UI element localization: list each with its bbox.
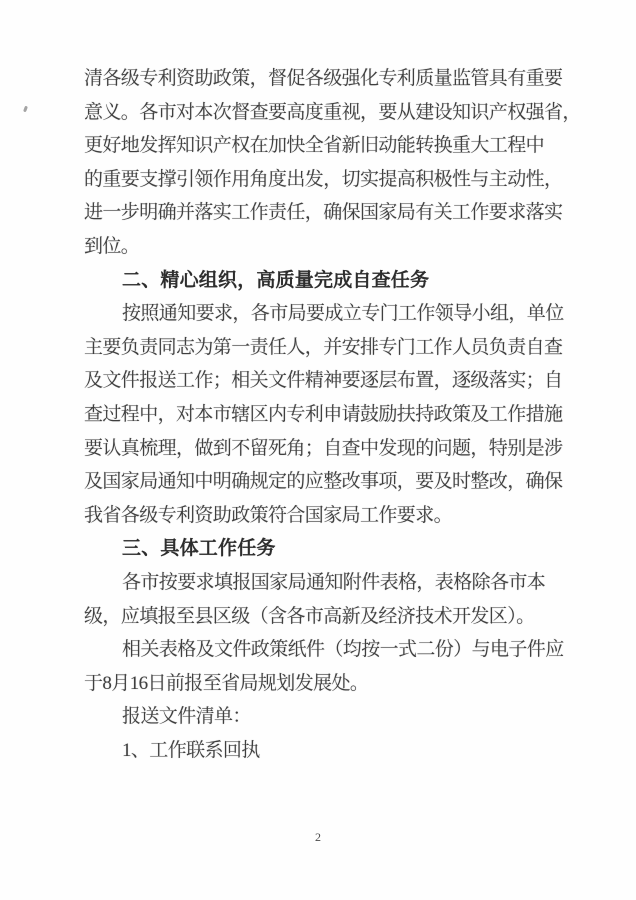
doc-line: 查过程中，对本市辖区内专利申请鼓励扶持政策及工作措施 xyxy=(84,403,563,425)
doc-line: 于8月16日前报至省局规划发展处。 xyxy=(84,672,369,694)
doc-line: 按照通知要求，各市局要成立专门工作领导小组，单位 xyxy=(122,303,564,325)
doc-line: 要认真梳理，做到不留死角；自查中发现的问题，特别是涉 xyxy=(84,437,563,459)
document-body xyxy=(84,62,581,767)
doc-line: 相关表格及文件政策纸件（均按一式二份）与电子件应 xyxy=(122,639,564,661)
section-heading-3: 三、具体工作任务 xyxy=(122,538,276,560)
doc-line: 主要负责同志为第一责任人，并安排专门工作人员负责自查 xyxy=(84,336,563,358)
doc-line: 意义。各市对本次督查要高度重视，要从建设知识产权强省， xyxy=(84,101,581,123)
doc-line: 各市按要求填报国家局通知附件表格，表格除各市本 xyxy=(122,571,546,593)
doc-line: 及国家局通知中明确规定的应整改事项，要及时整改，确保 xyxy=(84,471,563,493)
doc-line: 到位。 xyxy=(84,235,140,257)
doc-line: 我省各级专利资助政策符合国家局工作要求。 xyxy=(84,504,453,526)
scan-artifact-speck xyxy=(23,106,28,113)
doc-line: 1、工作联系回执 xyxy=(122,739,260,761)
section-heading-2: 二、精心组织，高质量完成自查任务 xyxy=(122,269,430,291)
doc-line: 清各级专利资助政策，督促各级强化专利质量监管具有重要 xyxy=(84,68,563,89)
doc-line: 级，应填报至县区级（含各市高新及经济技术开发区）。 xyxy=(84,605,535,627)
doc-line: 报送文件清单： xyxy=(122,706,251,728)
doc-line: 更好地发挥知识产权在加快全省新旧动能转换重大工程中 xyxy=(84,135,545,157)
doc-line: 及文件报送工作；相关文件精神要逐层布置，逐级落实；自 xyxy=(84,370,563,392)
doc-line: 进一步明确并落实工作责任，确保国家局有关工作要求落实 xyxy=(84,202,563,224)
doc-line: 的重要支撑引领作用角度出发，切实提高积极性与主动性， xyxy=(84,168,563,190)
page-number: 2 xyxy=(315,830,321,844)
